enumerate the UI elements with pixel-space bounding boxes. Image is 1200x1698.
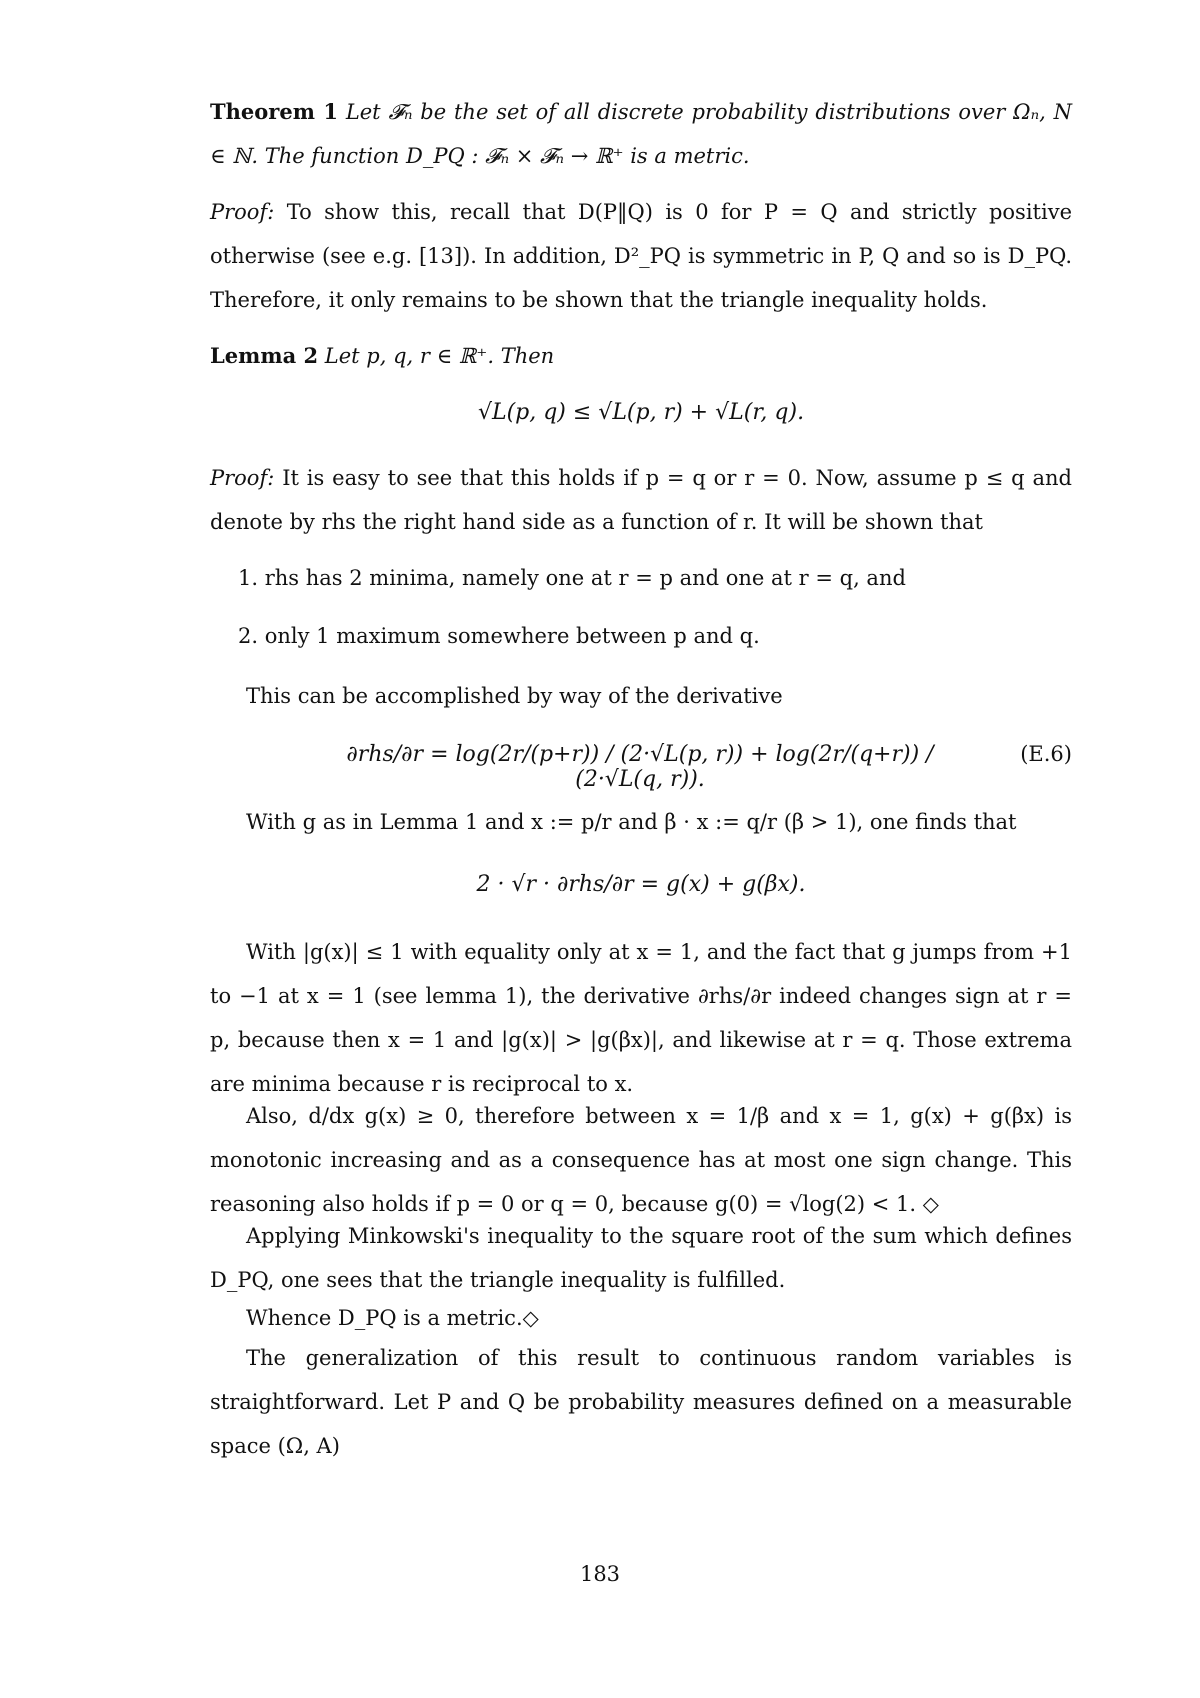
lemma-label: Lemma 2: [210, 343, 319, 368]
proof-paragraph-2: [210, 456, 1072, 544]
paragraph-sign-change: With |g(x)| ≤ 1 with equality only at x = 1, and the fact that g jumps from +1 to −1 at x = 1 (see lemma 1), the derivative ∂rhs/∂r indeed changes sign at r = p, because then x = 1 and |g(x)| > |g(βx)|, and likewise at r = q. Those extrema are minima because r is reciprocal to x.: [210, 940, 1072, 1096]
lemma-statement: Let p, q, r ∈ ℝ⁺. Then: [324, 344, 555, 368]
proof-text: To show this, recall that D(P‖Q) is 0 for P = Q and strictly positive otherwise (see e.g. [13]). In addition, D²_PQ is symmetric in P, Q and so is D_PQ. Therefore, it only remains to be shown that the triangle inequality holds.: [210, 200, 1072, 312]
theorem-1: [210, 90, 1072, 178]
derivative-intro: This can be accomplished by way of the derivative: [246, 684, 783, 708]
proof-label: Proof:: [210, 466, 275, 490]
g-definition: With g as in Lemma 1 and x := p/r and β · x := q/r (β > 1), one finds that: [246, 810, 1017, 834]
paragraph-minkowski: Applying Minkowski's inequality to the square root of the sum which defines D_PQ, one sees that the triangle inequality is fulfilled.: [210, 1224, 1072, 1292]
theorem-label: Theorem 1: [210, 99, 338, 124]
list-number: 1.: [238, 566, 259, 590]
lemma-2: [210, 334, 1072, 378]
list-text: rhs has 2 minima, namely one at r = p and one at r = q, and: [264, 566, 906, 590]
list-item: [238, 614, 1072, 658]
list-text: only 1 maximum somewhere between p and q.: [264, 624, 760, 648]
list-item: [238, 556, 1072, 600]
lemma-inequality: √L(p, q) ≤ √L(p, r) + √L(r, q).: [477, 400, 805, 425]
equation-derivative-g: 2 · √r · ∂rhs/∂r = g(x) + g(βx).: [476, 872, 806, 897]
equation-number: (E.6): [1020, 742, 1072, 766]
equation-e6: ∂rhs/∂r = log(2r/(p+r)) / (2·√L(p, r)) + log(2r/(q+r)) / (2·√L(q, r)).: [346, 742, 934, 792]
list-number: 2.: [238, 624, 259, 648]
page-number: 183: [579, 1562, 621, 1586]
paragraph-whence: Whence D_PQ is a metric.◇: [246, 1306, 539, 1330]
proof-paragraph-1: [210, 190, 1072, 322]
proof-label: Proof:: [210, 200, 275, 224]
proof-text: It is easy to see that this holds if p = q or r = 0. Now, assume p ≤ q and denote by rhs the right hand side as a function of r. It will be shown that: [210, 466, 1072, 534]
theorem-statement: Let 𝓕ₙ be the set of all discrete probability distributions over Ωₙ, N ∈ ℕ. The function D_PQ : 𝓕ₙ × 𝓕ₙ → ℝ⁺ is a metric.: [210, 100, 1072, 168]
paragraph-monotonic: Also, d/dx g(x) ≥ 0, therefore between x = 1/β and x = 1, g(x) + g(βx) is monotonic increasing and as a consequence has at most one sign change. This reasoning also holds if p = 0 or q = 0, because g(0) = √log(2) < 1. ◇: [210, 1104, 1072, 1216]
paragraph-generalization: The generalization of this result to continuous random variables is straightforward. Let P and Q be probability measures defined on a measurable space (Ω, A): [210, 1346, 1072, 1458]
